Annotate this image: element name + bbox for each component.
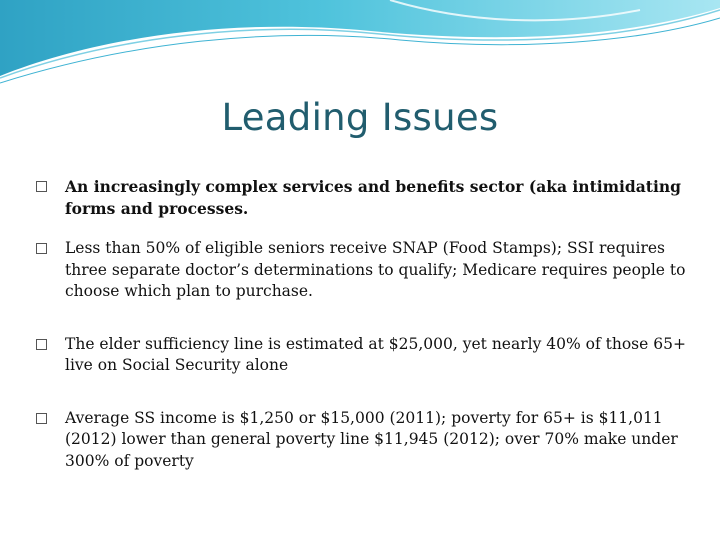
bullet-item [36,176,686,219]
bullet-text: The elder sufficiency line is estimated at $25,000, yet nearly 40% of those 65+ live on Social Security alone [65,334,686,374]
bullet-box-icon [36,413,47,424]
bullet-list [36,176,686,472]
slide-title: Leading Issues [221,96,499,139]
bullet-item [36,408,686,473]
bullet-box-icon [36,339,47,350]
bullet-item [36,238,686,303]
bullet-text: Average SS income is $1,250 or $15,000 (2011); poverty for 65+ is $11,011 (2012) lower than general poverty line $11,945 (2012); over 70% make under 300% of poverty [65,408,678,470]
bullet-box-icon [36,181,47,192]
bullet-text: An increasingly complex services and benefits sector (aka intimidating forms and processes. [65,177,681,218]
header-wave-decoration [0,0,720,90]
bullet-box-icon [36,243,47,254]
bullet-text: Less than 50% of eligible seniors receive SNAP (Food Stamps); SSI requires three separate doctor’s determinations to qualify; Medicare requires people to choose which plan to purchase. [65,239,686,300]
bullet-item [36,334,686,377]
